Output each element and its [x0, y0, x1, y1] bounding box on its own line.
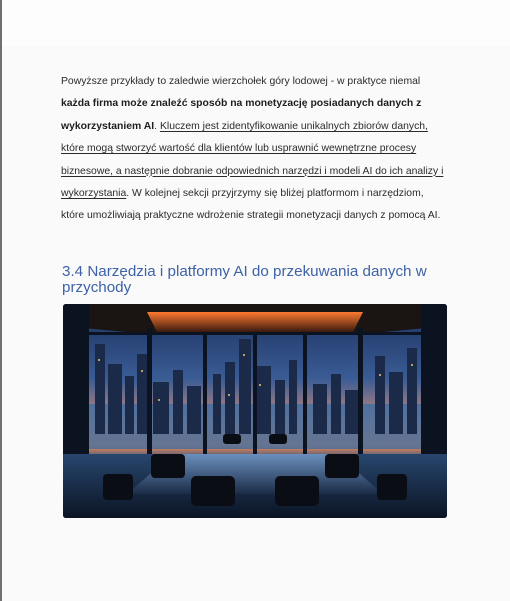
section-heading: 3.4 Narzędzia i platformy AI do przekuwania danych w przychody	[62, 263, 427, 296]
paragraph-text-3: . W kolejnej sekcji przyjrzymy się bliżej platformom i narzędziom, które umożliwiają praktyczne wdrożenie strategii monetyzacji danych z pomocą AI.	[61, 188, 441, 222]
paragraph-text-2: .	[154, 120, 160, 132]
paragraph-text-1: Powyższe przykłady to zaledwie wierzchołek góry lodowej - w praktyce niemal	[61, 76, 421, 87]
conference-room-city-view-image	[63, 304, 447, 518]
page-top-margin	[2, 0, 510, 46]
paragraph-bold-text: każda firma może znaleźć sposób na monetyzację posiadanych danych z wykorzystaniem AI	[61, 98, 422, 132]
paragraph-underlined-text: Kluczem jest zidentyfikowanie unikalnych zbiorów danych, które mogą stworzyć wartość dla klientów lub usprawnić wewnętrzne procesy biznesowe, a następnie dobranie odpowiednich narzędzi i modeli AI do ich analizy i wykorzystania	[61, 120, 444, 200]
body-paragraph	[61, 71, 445, 228]
